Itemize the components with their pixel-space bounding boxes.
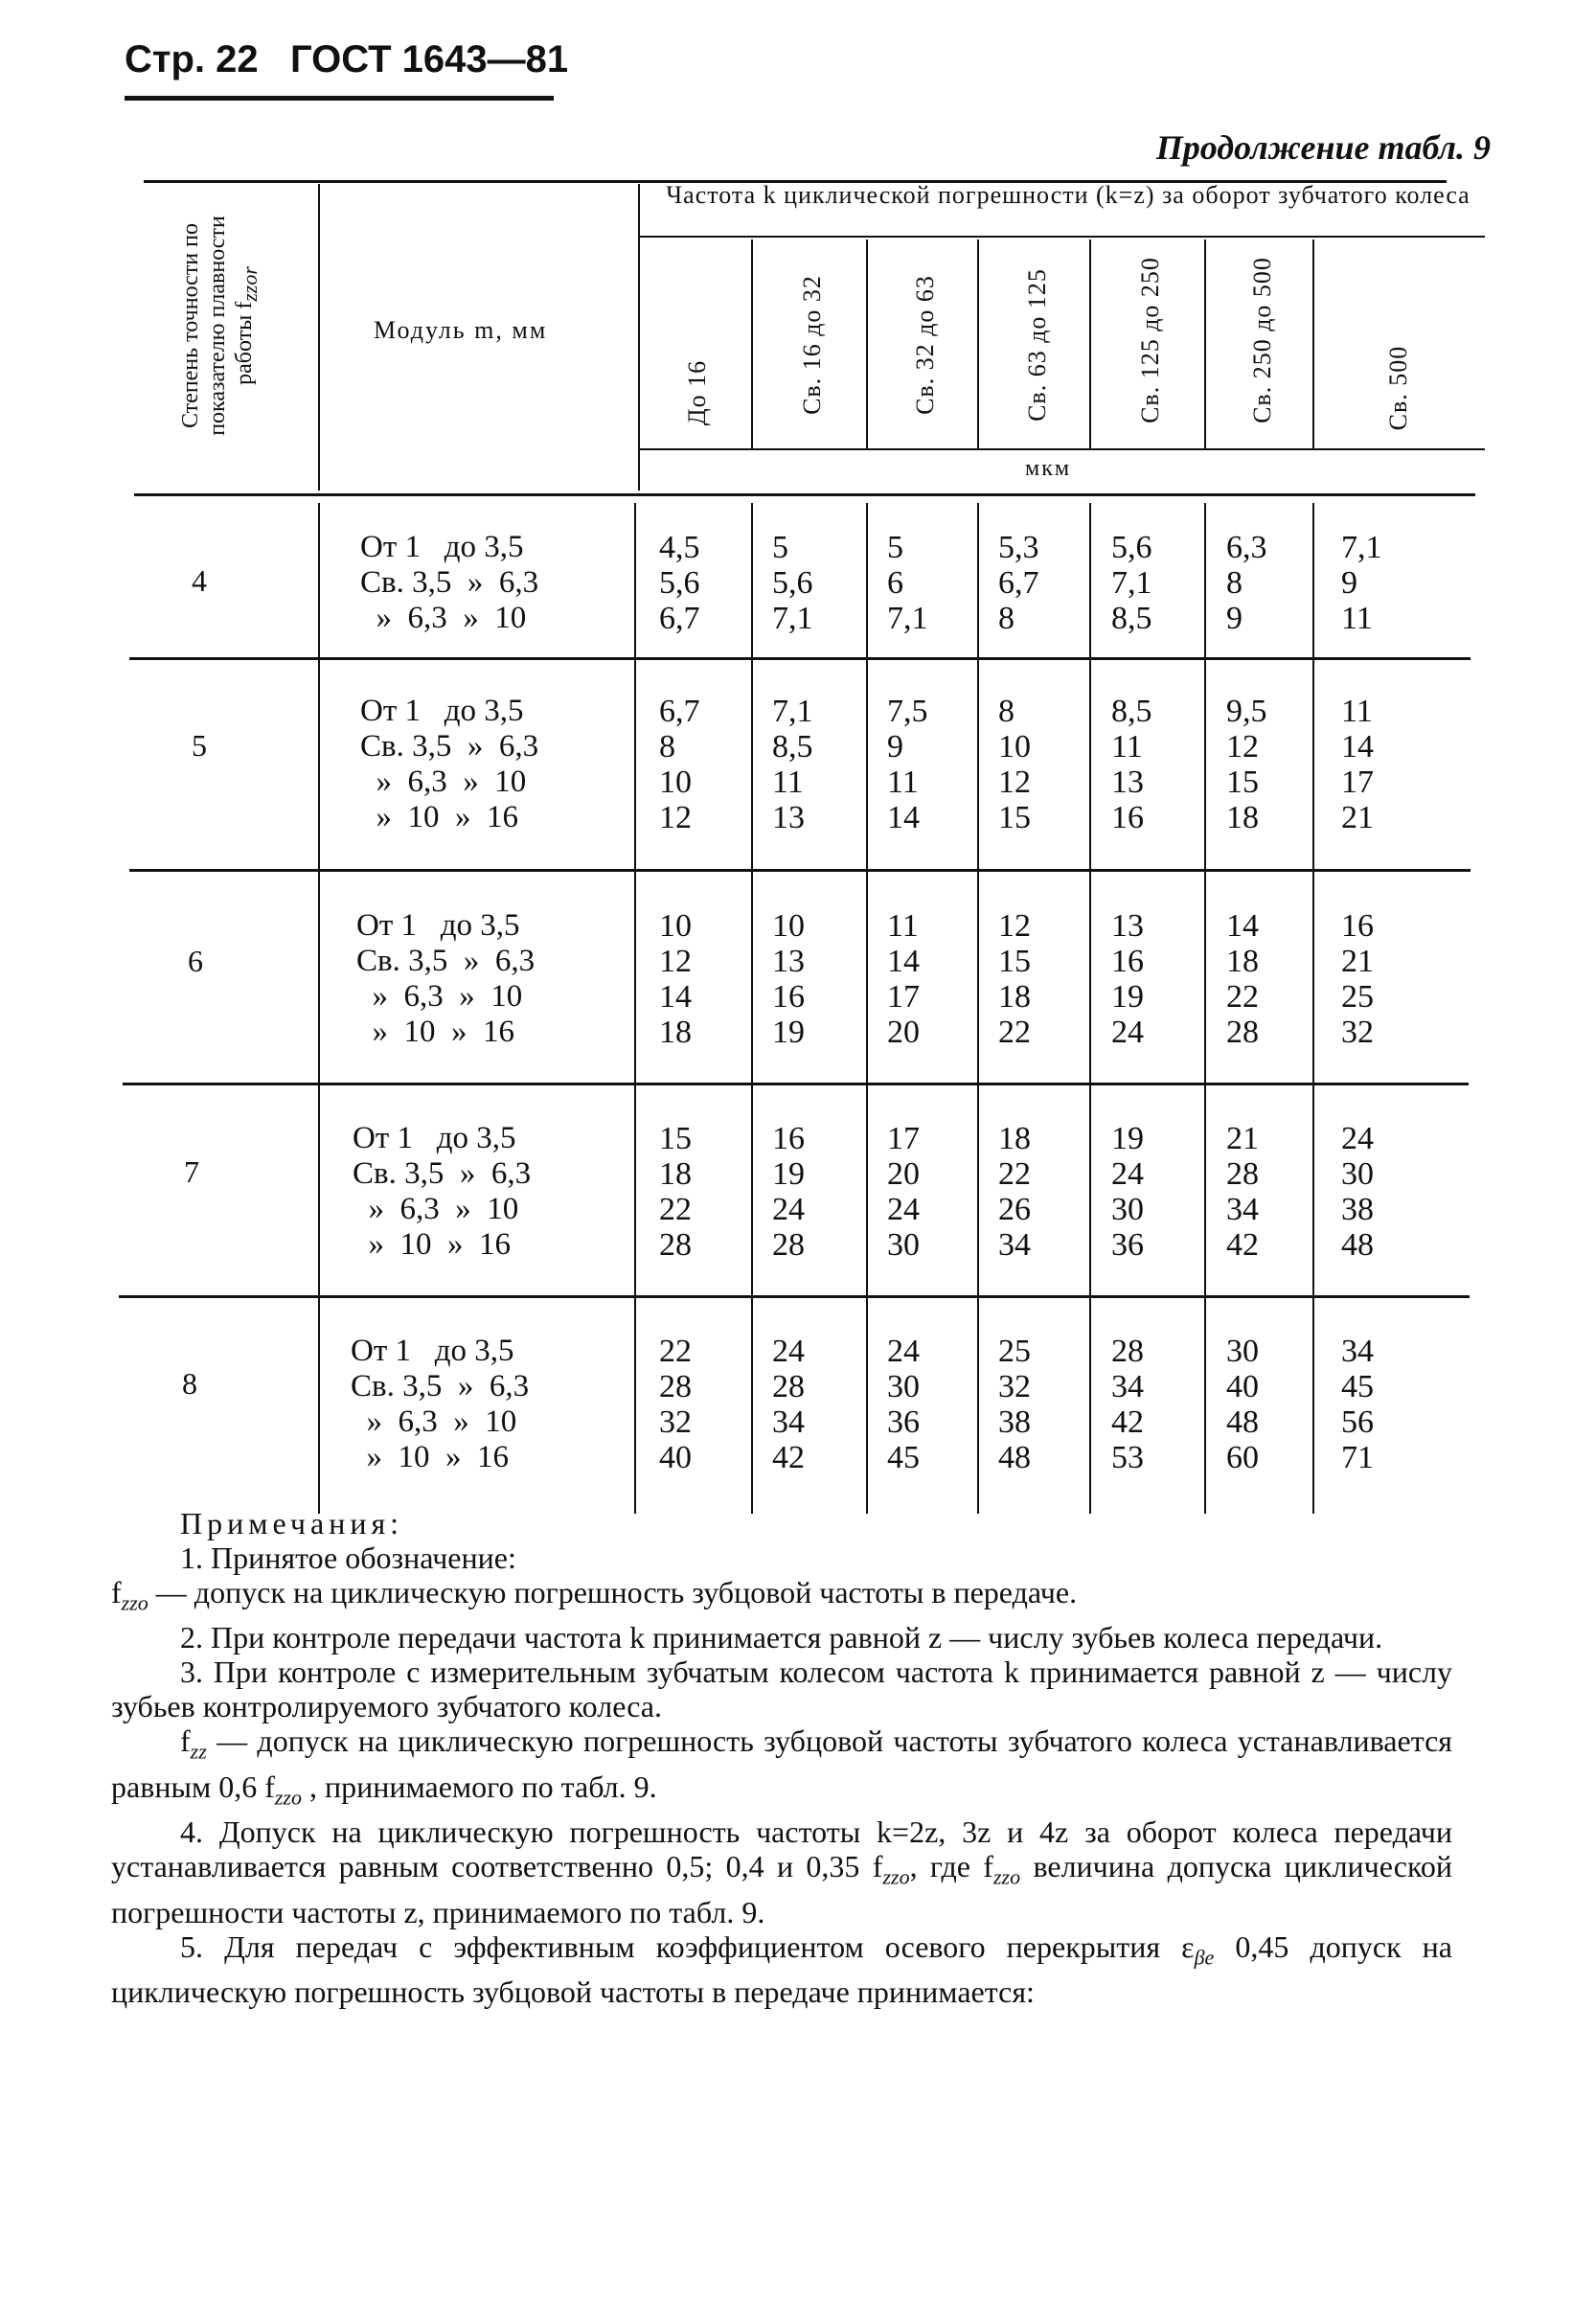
freq-col-header-2: Св. 16 до 32 bbox=[798, 275, 826, 415]
value: 40 bbox=[659, 1440, 692, 1475]
value: 42 bbox=[772, 1440, 805, 1475]
value: 7,5 bbox=[887, 694, 928, 729]
module-range: Св. 3,5 » 6,3 bbox=[353, 1156, 532, 1191]
value: 21 bbox=[1226, 1121, 1259, 1156]
value: 36 bbox=[887, 1404, 920, 1440]
value: 11 bbox=[887, 908, 919, 944]
unit-label: мкм bbox=[1025, 456, 1072, 481]
value-cell bbox=[1341, 530, 1382, 636]
value: 8 bbox=[659, 729, 675, 765]
value: 22 bbox=[1226, 979, 1259, 1015]
value-cell bbox=[659, 908, 692, 1050]
value: 48 bbox=[1226, 1404, 1259, 1440]
value: 16 bbox=[772, 1121, 805, 1156]
value: 12 bbox=[659, 800, 692, 835]
note-2: 2. При контроле передачи частота k принимается равной z — числу зубьев колеса передачи. bbox=[180, 1620, 1383, 1655]
page-header bbox=[125, 38, 568, 81]
symbol-sub: zzo bbox=[992, 1864, 1021, 1889]
value-cell bbox=[1226, 908, 1259, 1050]
value: 11 bbox=[772, 765, 804, 800]
row-separator bbox=[129, 869, 1471, 872]
notes-title: Примечания: bbox=[180, 1506, 404, 1540]
value-cell bbox=[998, 908, 1031, 1050]
freq-col-header-5: Св. 125 до 250 bbox=[1136, 257, 1164, 423]
value: 11 bbox=[887, 765, 919, 800]
value: 10 bbox=[772, 908, 805, 944]
module-range: » 6,3 » 10 bbox=[360, 601, 527, 635]
value: 15 bbox=[659, 1121, 692, 1156]
value: 38 bbox=[1341, 1192, 1374, 1227]
symbol-sub: zzo bbox=[274, 1785, 302, 1810]
note-5 bbox=[111, 1929, 1452, 2009]
value-cell bbox=[887, 1121, 920, 1263]
value: 6,3 bbox=[1226, 530, 1267, 565]
value: 18 bbox=[1226, 800, 1259, 835]
value: 16 bbox=[1341, 908, 1374, 944]
value-cell bbox=[1341, 694, 1374, 835]
module-range: Св. 3,5 » 6,3 bbox=[351, 1369, 530, 1404]
value: 24 bbox=[772, 1334, 805, 1369]
body-vline-2 bbox=[634, 503, 636, 1514]
row-separator bbox=[129, 657, 1471, 660]
continuation-label: Продолжение табл. 9 bbox=[1155, 128, 1491, 167]
symbol: f bbox=[180, 1723, 191, 1759]
standard-id: ГОСТ 1643—81 bbox=[289, 38, 569, 80]
definition-text: — допуск на циклическую погрешность зубцовой частоты в передаче. bbox=[148, 1575, 1078, 1609]
value: 13 bbox=[1111, 908, 1144, 944]
value: 8,5 bbox=[772, 729, 813, 765]
module-range: От 1 до 3,5 bbox=[353, 1121, 516, 1155]
value: 5,6 bbox=[772, 565, 813, 601]
body-vline-3 bbox=[751, 503, 753, 1514]
body-vline-5 bbox=[977, 503, 979, 1514]
body-vline-1 bbox=[318, 503, 320, 1514]
value-cell bbox=[1341, 1334, 1374, 1475]
value: 32 bbox=[1341, 1015, 1374, 1050]
value: 48 bbox=[998, 1440, 1031, 1475]
value: 19 bbox=[772, 1015, 805, 1050]
freq-header-rule bbox=[638, 448, 1485, 450]
module-range: От 1 до 3,5 bbox=[351, 1334, 514, 1368]
note-1: 1. Принятое обозначение: bbox=[180, 1540, 516, 1575]
value: 19 bbox=[1111, 979, 1144, 1015]
module-range: » 6,3 » 10 bbox=[360, 765, 527, 799]
value: 24 bbox=[772, 1192, 805, 1227]
value-cell bbox=[1111, 694, 1152, 835]
value: 18 bbox=[1226, 944, 1259, 979]
value: 42 bbox=[1111, 1404, 1144, 1440]
value-cell bbox=[1341, 908, 1374, 1050]
value: 34 bbox=[772, 1404, 805, 1440]
module-cell bbox=[353, 1121, 531, 1263]
value: 7,1 bbox=[772, 601, 813, 636]
value: 32 bbox=[659, 1404, 692, 1440]
row-separator bbox=[123, 1083, 1469, 1085]
value-cell bbox=[659, 1121, 692, 1263]
value: 21 bbox=[1341, 944, 1374, 979]
value: 71 bbox=[1341, 1440, 1374, 1475]
hdr-vline-7 bbox=[1204, 240, 1206, 448]
note-3-definition bbox=[111, 1723, 1452, 1814]
value-cell bbox=[772, 694, 813, 835]
value: 48 bbox=[1341, 1227, 1374, 1263]
value: 17 bbox=[887, 1121, 920, 1156]
value-cell bbox=[772, 1334, 805, 1475]
value-cell bbox=[772, 1121, 805, 1263]
module-range: Св. 3,5 » 6,3 bbox=[360, 729, 539, 764]
hdr-vline-4 bbox=[866, 240, 868, 448]
value: 28 bbox=[1226, 1156, 1259, 1192]
value: 30 bbox=[887, 1227, 920, 1263]
value: 11 bbox=[1111, 729, 1143, 765]
value-cell bbox=[772, 530, 813, 636]
freq-col-header-1: До 16 bbox=[683, 359, 711, 426]
grade-cell: 8 bbox=[182, 1366, 197, 1401]
hdr-vline-2 bbox=[638, 184, 640, 491]
value: 60 bbox=[1226, 1440, 1259, 1475]
module-cell bbox=[356, 908, 535, 1050]
value-cell bbox=[659, 1334, 692, 1475]
value: 8,5 bbox=[1111, 694, 1152, 729]
note-text: 0,45 допуск на циклическую погрешность зубцовой частоты в передаче принимается: bbox=[111, 1928, 1453, 2009]
module-range: » 6,3 » 10 bbox=[353, 1192, 519, 1226]
value-cell bbox=[659, 530, 700, 636]
module-range: От 1 до 3,5 bbox=[360, 694, 524, 728]
symbol-sub: zzo bbox=[882, 1864, 910, 1889]
value-cell bbox=[998, 694, 1031, 835]
value: 17 bbox=[887, 979, 920, 1015]
value: 9 bbox=[1341, 565, 1357, 601]
value: 6,7 bbox=[659, 601, 700, 636]
value: 7,1 bbox=[1111, 565, 1152, 601]
value: 6 bbox=[887, 565, 903, 601]
value: 22 bbox=[998, 1156, 1031, 1192]
grade-cell: 7 bbox=[184, 1154, 199, 1189]
value: 6,7 bbox=[998, 565, 1039, 601]
value: 9 bbox=[887, 729, 903, 765]
header-rule bbox=[125, 96, 554, 101]
module-cell bbox=[351, 1334, 529, 1475]
value-cell bbox=[887, 530, 928, 636]
value: 20 bbox=[887, 1156, 920, 1192]
value: 28 bbox=[772, 1369, 805, 1404]
symbol-sub: βe bbox=[1194, 1944, 1215, 1969]
value: 4,5 bbox=[659, 530, 700, 565]
symbol-sub: zzo bbox=[121, 1590, 148, 1615]
value-cell bbox=[998, 1121, 1031, 1263]
module-range: От 1 до 3,5 bbox=[360, 530, 524, 564]
value: 26 bbox=[998, 1192, 1031, 1227]
value: 11 bbox=[1341, 694, 1373, 729]
value: 7,1 bbox=[772, 694, 813, 729]
value-cell bbox=[1226, 530, 1267, 636]
value: 18 bbox=[659, 1015, 692, 1050]
page-number: Стр. 22 bbox=[125, 38, 259, 80]
module-range: » 10 » 16 bbox=[356, 1015, 514, 1049]
value: 5,6 bbox=[659, 565, 700, 601]
value: 22 bbox=[998, 1015, 1031, 1050]
value-cell bbox=[887, 908, 920, 1050]
value: 28 bbox=[659, 1369, 692, 1404]
value: 16 bbox=[1111, 800, 1144, 835]
value: 18 bbox=[998, 1121, 1031, 1156]
module-range: Св. 3,5 » 6,3 bbox=[356, 944, 536, 978]
value: 30 bbox=[887, 1369, 920, 1404]
hdr-vline-1 bbox=[318, 184, 320, 491]
value: 14 bbox=[887, 800, 920, 835]
value-cell bbox=[1341, 1121, 1374, 1263]
value: 34 bbox=[1111, 1369, 1144, 1404]
freq-col-header-3: Св. 32 до 63 bbox=[911, 275, 939, 415]
value: 5,3 bbox=[998, 530, 1039, 565]
freq-col-header-6: Св. 250 до 500 bbox=[1248, 257, 1276, 423]
value: 8 bbox=[998, 601, 1015, 636]
note-3: 3. При контроле с измерительным зубчатым колесом частота k принимается равной z — числу зубьев контролируемого зубчатого колеса. bbox=[111, 1655, 1452, 1724]
value: 30 bbox=[1111, 1192, 1144, 1227]
value-cell bbox=[772, 908, 805, 1050]
value: 8 bbox=[1226, 565, 1243, 601]
value-cell bbox=[1226, 694, 1267, 835]
value: 18 bbox=[659, 1156, 692, 1192]
value: 5 bbox=[772, 530, 788, 565]
module-range: От 1 до 3,5 bbox=[356, 908, 520, 943]
value-cell bbox=[1111, 908, 1144, 1050]
value: 10 bbox=[998, 729, 1031, 765]
module-column-header: Модуль m, мм bbox=[374, 316, 548, 344]
freq-col-header-4: Св. 63 до 125 bbox=[1023, 268, 1051, 422]
value-cell bbox=[887, 1334, 920, 1475]
grade-column-header bbox=[177, 182, 263, 469]
value: 21 bbox=[1341, 800, 1374, 835]
value: 8 bbox=[998, 694, 1015, 729]
grade-header-text: Степень точности по показателю плавности работы f bbox=[178, 216, 258, 436]
value: 34 bbox=[1226, 1192, 1259, 1227]
value: 16 bbox=[772, 979, 805, 1015]
note-4 bbox=[111, 1814, 1452, 1928]
value: 45 bbox=[887, 1440, 920, 1475]
value: 24 bbox=[887, 1334, 920, 1369]
grade-header-sub: zzor bbox=[237, 266, 262, 302]
value: 24 bbox=[1341, 1121, 1374, 1156]
value: 40 bbox=[1226, 1369, 1259, 1404]
symbol-sub: zz bbox=[190, 1739, 207, 1764]
value: 15 bbox=[998, 800, 1031, 835]
value: 7,1 bbox=[887, 601, 928, 636]
note-text: 5. Для передач с эффективным коэффициентом осевого перекрытия ε bbox=[180, 1928, 1195, 1964]
value-cell bbox=[659, 694, 700, 835]
value: 17 bbox=[1341, 765, 1374, 800]
module-range: » 6,3 » 10 bbox=[351, 1404, 517, 1439]
body-vline-4 bbox=[866, 503, 868, 1514]
module-range: Св. 3,5 » 6,3 bbox=[360, 565, 539, 600]
value-cell bbox=[887, 694, 928, 835]
body-vline-7 bbox=[1204, 503, 1206, 1514]
value: 34 bbox=[1341, 1334, 1374, 1369]
note-text: , где f bbox=[909, 1849, 993, 1884]
value: 15 bbox=[998, 944, 1031, 979]
note-text: 4. Допуск на циклическую погрешность частоты k=2z, 3z и 4z за оборот колеса передачи устанавливается равным соответственно 0,5; 0,4 и 0,35 f bbox=[111, 1814, 1452, 1884]
value: 13 bbox=[1111, 765, 1144, 800]
value: 53 bbox=[1111, 1440, 1144, 1475]
value: 38 bbox=[998, 1404, 1031, 1440]
value: 12 bbox=[659, 944, 692, 979]
value: 12 bbox=[998, 765, 1031, 800]
value: 36 bbox=[1111, 1227, 1144, 1263]
value: 25 bbox=[1341, 979, 1374, 1015]
value: 30 bbox=[1341, 1156, 1374, 1192]
body-vline-8 bbox=[1312, 503, 1314, 1514]
notes-section bbox=[111, 1506, 1452, 2009]
value: 19 bbox=[1111, 1121, 1144, 1156]
grade-cell: 5 bbox=[192, 728, 207, 763]
row-separator bbox=[119, 1295, 1470, 1298]
note-1-definition bbox=[111, 1575, 1452, 1620]
definition-text: — допуск на циклическую погрешность зубцовой частоты зубчатого колеса устанавливается равным 0,6 f bbox=[111, 1723, 1452, 1804]
value: 22 bbox=[659, 1334, 692, 1369]
note-text: величина допуска циклической погрешности частоты z, принимаемого по табл. 9. bbox=[111, 1849, 1453, 1929]
value: 19 bbox=[772, 1156, 805, 1192]
definition-text: , принимаемого по табл. 9. bbox=[301, 1769, 657, 1804]
header-bottom-rule bbox=[134, 493, 1475, 496]
group-header-rule bbox=[638, 236, 1485, 238]
value: 12 bbox=[1226, 729, 1259, 765]
value: 24 bbox=[887, 1192, 920, 1227]
value: 20 bbox=[887, 1015, 920, 1050]
value-cell bbox=[1226, 1334, 1259, 1475]
value: 16 bbox=[1111, 944, 1144, 979]
module-cell bbox=[360, 694, 538, 835]
value: 10 bbox=[659, 765, 692, 800]
value: 14 bbox=[1341, 729, 1374, 765]
value: 7,1 bbox=[1341, 530, 1382, 565]
value-cell bbox=[1226, 1121, 1259, 1263]
value: 14 bbox=[659, 979, 692, 1015]
value: 24 bbox=[1111, 1156, 1144, 1192]
module-cell bbox=[360, 530, 538, 636]
value: 18 bbox=[998, 979, 1031, 1015]
module-range: » 10 » 16 bbox=[351, 1440, 509, 1474]
hdr-vline-5 bbox=[977, 240, 979, 448]
grade-cell: 6 bbox=[188, 944, 203, 978]
value-cell bbox=[998, 530, 1039, 636]
value: 15 bbox=[1226, 765, 1259, 800]
group-header: Частота k циклической погрешности (k=z) за оборот зубчатого колеса bbox=[666, 181, 1471, 209]
value: 12 bbox=[998, 908, 1031, 944]
module-range: » 10 » 16 bbox=[353, 1227, 511, 1262]
hdr-vline-3 bbox=[751, 240, 753, 448]
value: 24 bbox=[1111, 1015, 1144, 1050]
value: 10 bbox=[659, 908, 692, 944]
hdr-vline-8 bbox=[1312, 240, 1314, 448]
symbol: f bbox=[111, 1575, 122, 1609]
value: 6,7 bbox=[659, 694, 700, 729]
value: 28 bbox=[1226, 1015, 1259, 1050]
value: 14 bbox=[1226, 908, 1259, 944]
freq-col-header-7: Св. 500 bbox=[1384, 345, 1412, 431]
value: 30 bbox=[1226, 1334, 1259, 1369]
value-cell bbox=[1111, 1334, 1144, 1475]
value: 11 bbox=[1341, 601, 1373, 636]
module-range: » 10 » 16 bbox=[360, 800, 518, 834]
value: 9 bbox=[1226, 601, 1243, 636]
module-range: » 6,3 » 10 bbox=[356, 979, 523, 1014]
value: 45 bbox=[1341, 1369, 1374, 1404]
value: 32 bbox=[998, 1369, 1031, 1404]
value-cell bbox=[1111, 1121, 1144, 1263]
value: 28 bbox=[772, 1227, 805, 1263]
value: 14 bbox=[887, 944, 920, 979]
body-vline-6 bbox=[1089, 503, 1091, 1514]
value: 22 bbox=[659, 1192, 692, 1227]
grade-cell: 4 bbox=[192, 563, 207, 598]
value-cell bbox=[1111, 530, 1152, 636]
value: 42 bbox=[1226, 1227, 1259, 1263]
value: 8,5 bbox=[1111, 601, 1152, 636]
value: 13 bbox=[772, 944, 805, 979]
value: 5,6 bbox=[1111, 530, 1152, 565]
value: 28 bbox=[659, 1227, 692, 1263]
value: 28 bbox=[1111, 1334, 1144, 1369]
value: 9,5 bbox=[1226, 694, 1267, 729]
hdr-vline-6 bbox=[1089, 240, 1091, 448]
value: 5 bbox=[887, 530, 903, 565]
value: 34 bbox=[998, 1227, 1031, 1263]
value: 13 bbox=[772, 800, 805, 835]
value-cell bbox=[998, 1334, 1031, 1475]
value: 56 bbox=[1341, 1404, 1374, 1440]
value: 25 bbox=[998, 1334, 1031, 1369]
